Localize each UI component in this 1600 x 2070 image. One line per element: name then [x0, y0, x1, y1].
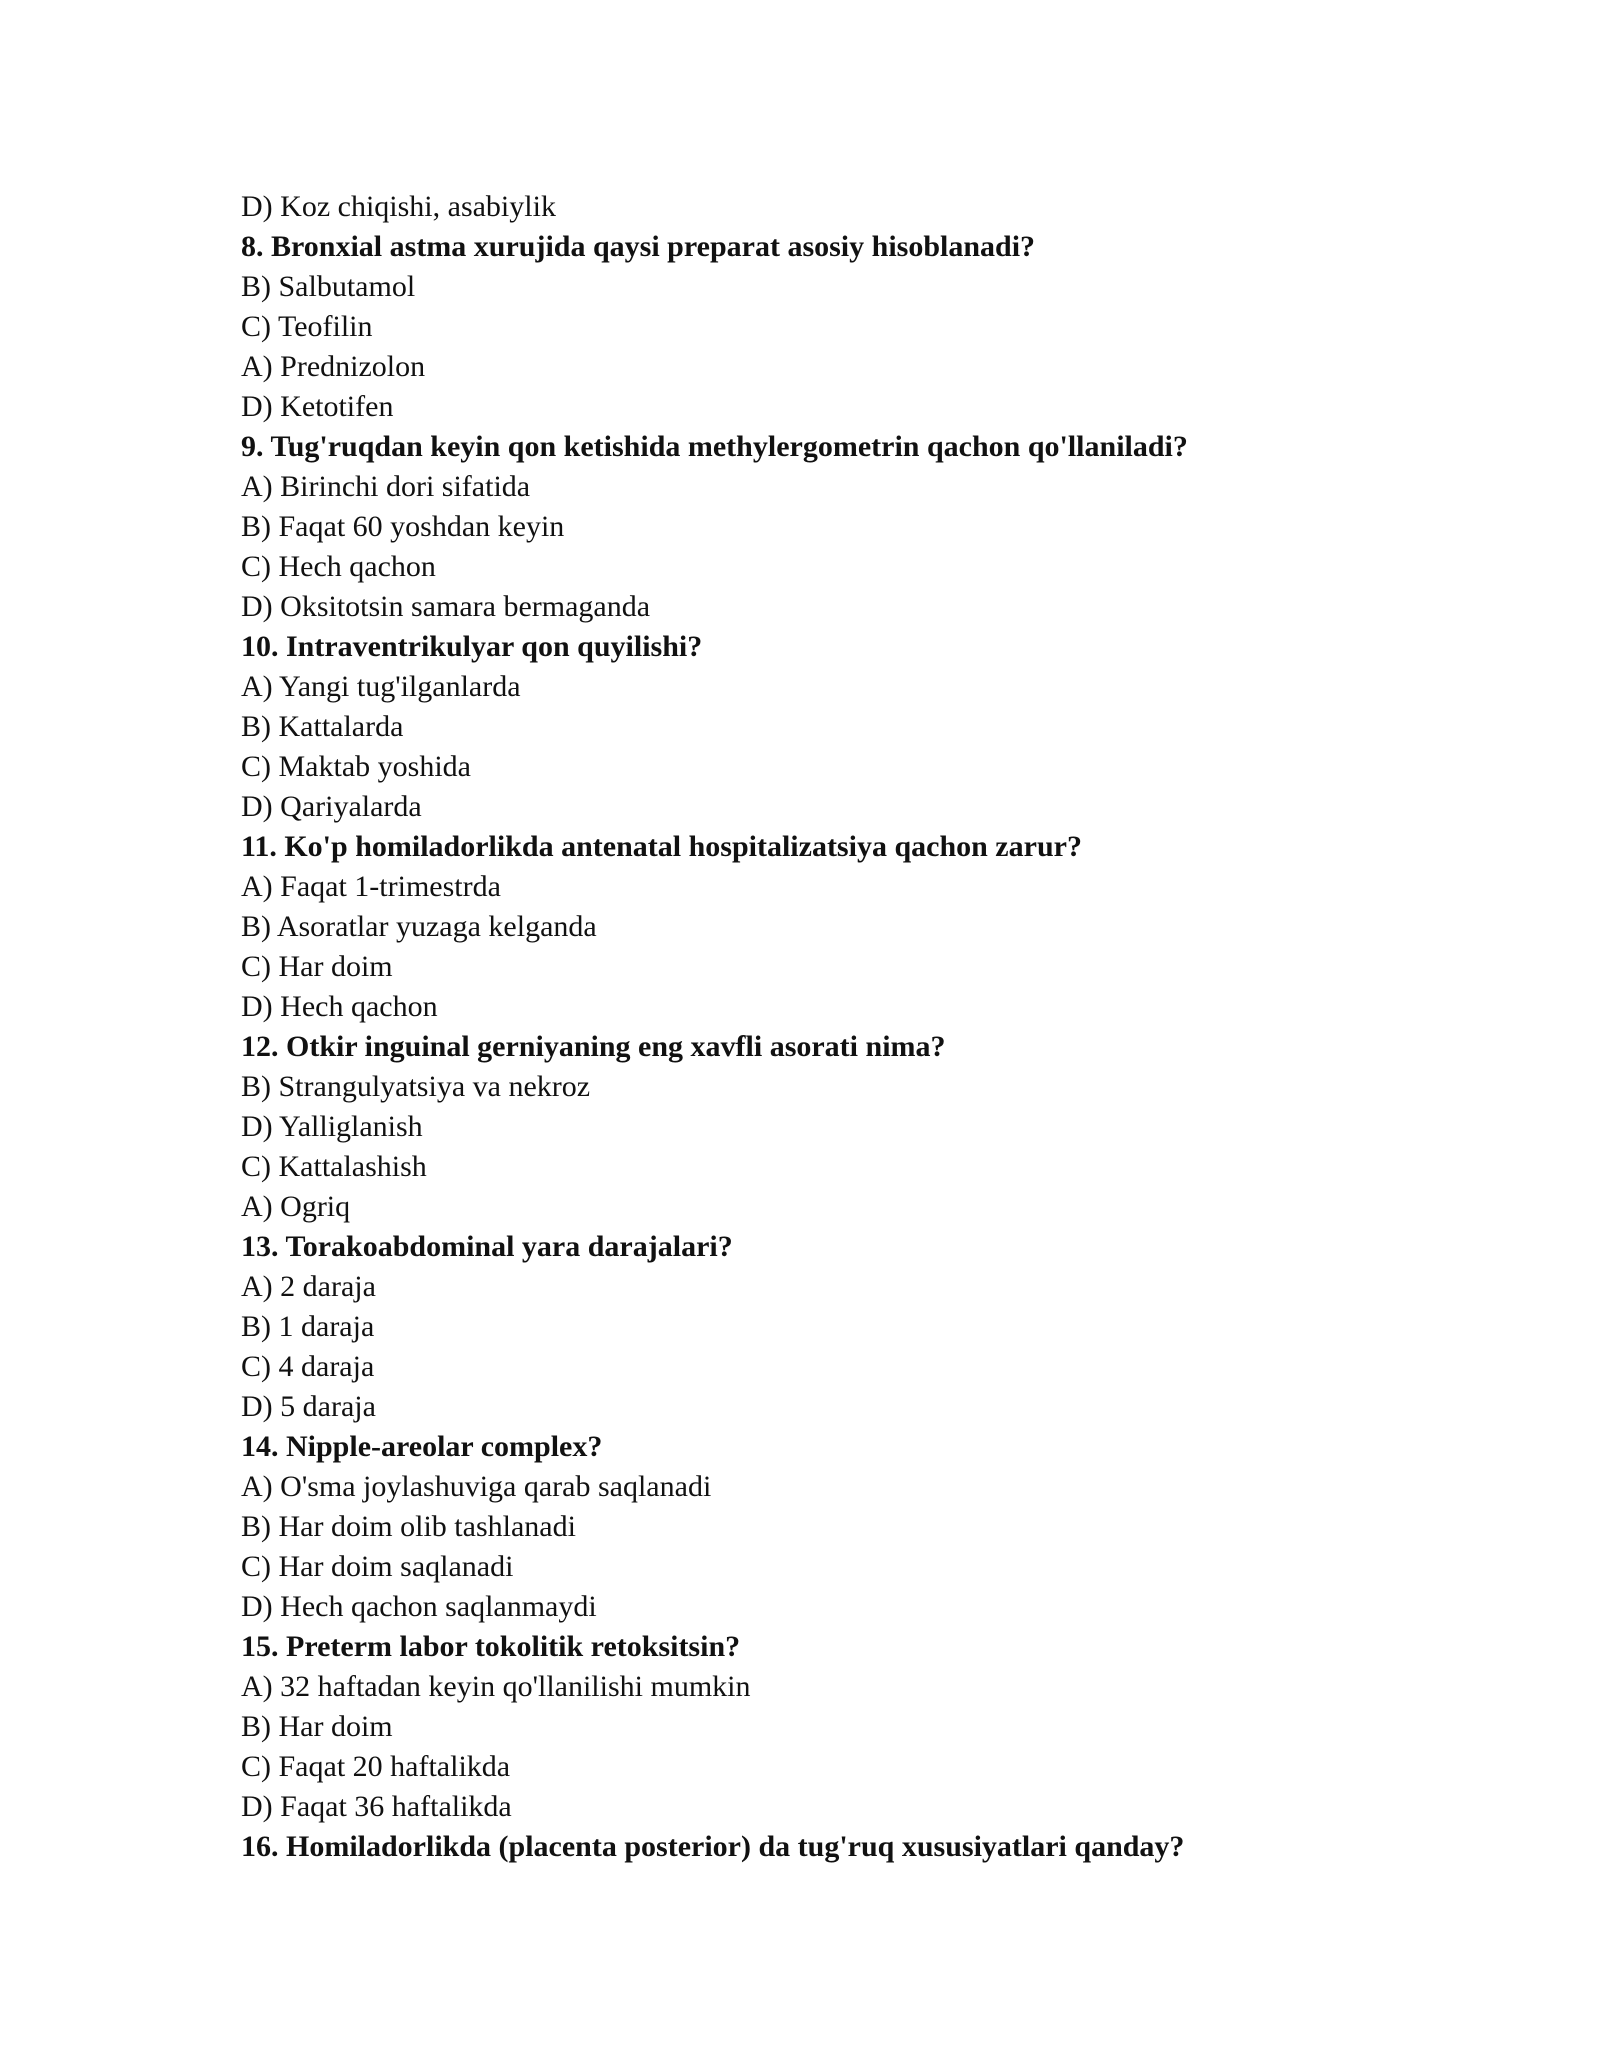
- answer-option: C) 4 daraja: [241, 1350, 375, 1383]
- answer-option: A) Faqat 1-trimestrda: [241, 870, 501, 903]
- answer-option: B) Har doim: [241, 1710, 393, 1743]
- answer-option: A) 32 haftadan keyin qo'llanilishi mumkin: [241, 1670, 751, 1703]
- document-body: [241, 187, 1441, 1867]
- answer-option: A) 2 daraja: [241, 1270, 376, 1303]
- answer-option: D) Qariyalarda: [241, 790, 422, 823]
- answer-option: D) Faqat 36 haftalikda: [241, 1790, 512, 1823]
- answer-option: A) O'sma joylashuviga qarab saqlanadi: [241, 1470, 712, 1503]
- answer-option: C) Maktab yoshida: [241, 750, 471, 783]
- answer-option: D) Hech qachon: [241, 990, 438, 1023]
- question-text: 13. Torakoabdominal yara darajalari?: [241, 1230, 733, 1263]
- answer-option: D) Yalliglanish: [241, 1110, 423, 1143]
- answer-option: C) Teofilin: [241, 310, 373, 343]
- question-text: 14. Nipple-areolar complex?: [241, 1430, 603, 1463]
- answer-option: A) Prednizolon: [241, 350, 426, 383]
- answer-option: A) Birinchi dori sifatida: [241, 470, 531, 503]
- answer-option: C) Faqat 20 haftalikda: [241, 1750, 511, 1783]
- answer-option: B) 1 daraja: [241, 1310, 375, 1343]
- answer-option: D) Ketotifen: [241, 390, 394, 423]
- question-text: 12. Otkir inguinal gerniyaning eng xavfli asorati nima?: [241, 1030, 946, 1063]
- answer-option: B) Asoratlar yuzaga kelganda: [241, 910, 597, 943]
- answer-option: B) Strangulyatsiya va nekroz: [241, 1070, 591, 1103]
- answer-option: A) Yangi tug'ilganlarda: [241, 670, 521, 703]
- answer-option: B) Har doim olib tashlanadi: [241, 1510, 576, 1543]
- answer-option: D) Hech qachon saqlanmaydi: [241, 1590, 597, 1623]
- answer-option: C) Har doim: [241, 950, 393, 983]
- question-text: 15. Preterm labor tokolitik retoksitsin?: [241, 1630, 741, 1663]
- answer-option: B) Salbutamol: [241, 270, 416, 303]
- question-text: 11. Ko'p homiladorlikda antenatal hospitalizatsiya qachon zarur?: [241, 830, 1082, 863]
- question-text: 8. Bronxial astma xurujida qaysi preparat asosiy hisoblanadi?: [241, 230, 1036, 263]
- answer-option: C) Kattalashish: [241, 1150, 427, 1183]
- answer-option: B) Kattalarda: [241, 710, 404, 743]
- answer-option: B) Faqat 60 yoshdan keyin: [241, 510, 565, 543]
- question-text: 10. Intraventrikulyar qon quyilishi?: [241, 630, 703, 663]
- answer-option: C) Hech qachon: [241, 550, 436, 583]
- question-text: 9. Tug'ruqdan keyin qon ketishida methylergometrin qachon qo'llaniladi?: [241, 430, 1188, 463]
- answer-option: D) Oksitotsin samara bermaganda: [241, 590, 651, 623]
- question-text: 16. Homiladorlikda (placenta posterior) da tug'ruq xususiyatlari qanday?: [241, 1830, 1185, 1863]
- answer-option: D) Koz chiqishi, asabiylik: [241, 190, 556, 223]
- answer-option: A) Ogriq: [241, 1190, 351, 1223]
- answer-option: C) Har doim saqlanadi: [241, 1550, 514, 1583]
- answer-option: D) 5 daraja: [241, 1390, 376, 1423]
